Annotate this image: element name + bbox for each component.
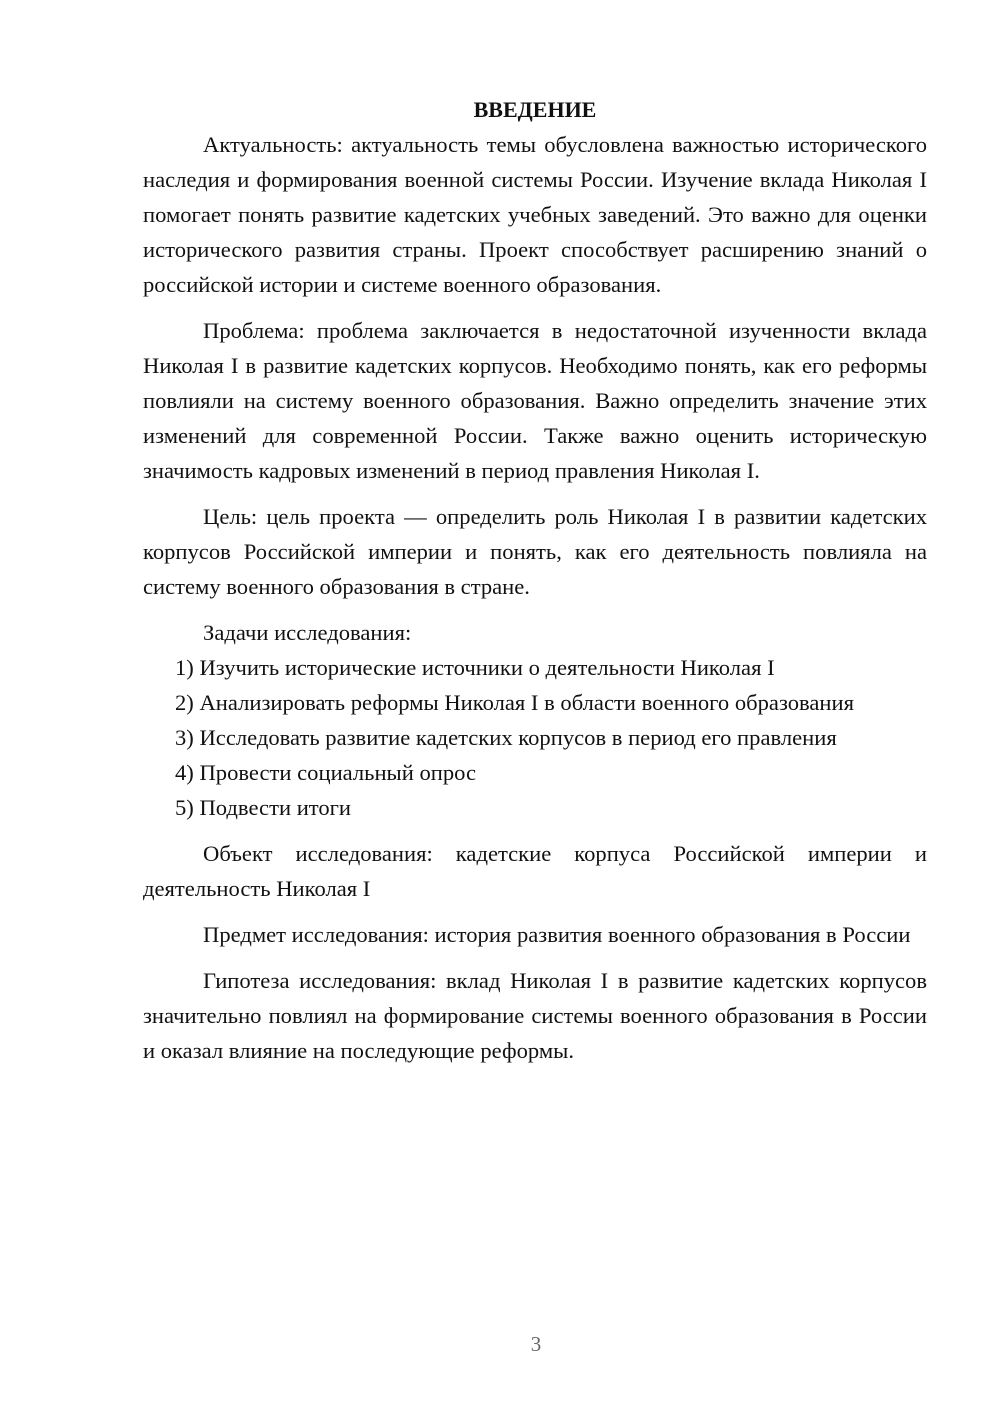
document-body xyxy=(143,92,927,1068)
paragraph-goal: Цель: цель проекта — определить роль Николая I в развитии кадетских корпусов Российской империи и понять, как его деятельность повлияла на систему военного образования в стране. xyxy=(143,504,927,599)
page-number: 3 xyxy=(530,1332,542,1356)
page-title: ВВЕДЕНИЕ xyxy=(473,97,597,122)
paragraph-subject: Предмет исследования: история развития военного образования в России xyxy=(203,922,911,947)
task-item-2: 2) Анализировать реформы Николая I в области военного образования xyxy=(175,690,855,715)
task-item-4: 4) Провести социальный опрос xyxy=(175,760,477,785)
paragraph-tasks-heading: Задачи исследования: xyxy=(203,620,412,645)
task-item-5: 5) Подвести итоги xyxy=(175,795,352,820)
paragraph-relevance: Актуальность: актуальность темы обусловлена важностью исторического наследия и формирования военной системы России. Изучение вклада Николая I помогает понять развитие кадетских учебных заведений. Это важно для оценки исторического развития страны. Проект способствует расширению знаний о российской истории и системе военного образования. xyxy=(143,132,927,297)
paragraph-hypothesis: Гипотеза исследования: вклад Николая I в развитие кадетских корпусов значительно повлиял на формирование системы военного образования в России и оказал влияние на последующие реформы. xyxy=(143,968,927,1063)
task-item-3: 3) Исследовать развитие кадетских корпусов в период его правления xyxy=(175,725,837,750)
paragraph-object: Объект исследования: кадетские корпуса Российской империи и деятельность Николая I xyxy=(143,841,927,901)
task-item-1: 1) Изучить исторические источники о деятельности Николая I xyxy=(175,655,775,680)
paragraph-problem: Проблема: проблема заключается в недостаточной изученности вклада Николая I в развитие кадетских корпусов. Необходимо понять, как его реформы повлияли на систему военного образования. Важно определить значение этих изменений для современной России. Также важно оценить историческую значимость кадровых изменений в период правления Николая I. xyxy=(143,318,927,483)
